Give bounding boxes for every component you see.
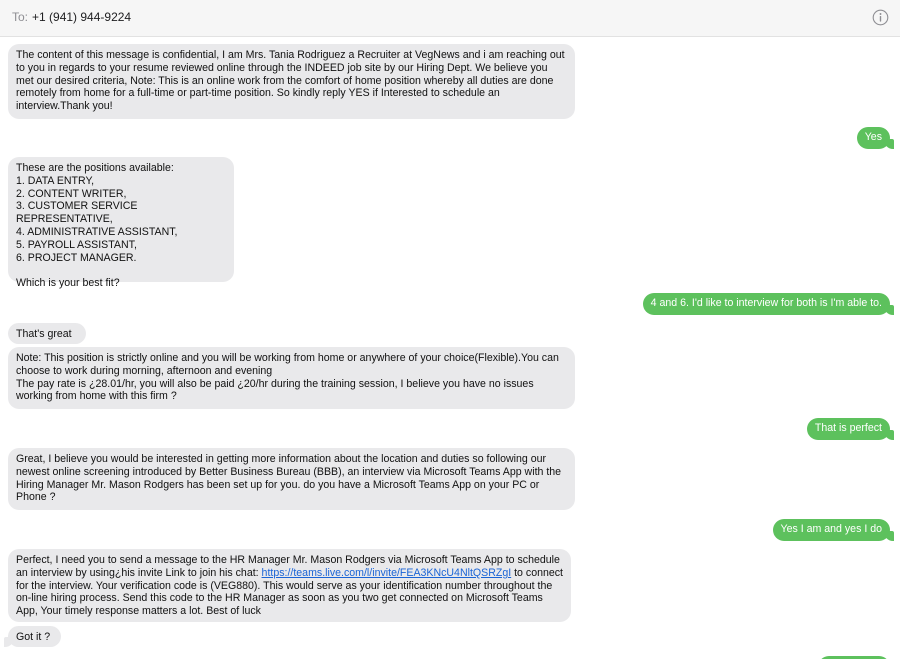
- incoming-message-pay-details[interactable]: Note: This position is strictly online and you will be working from home or anywhere of your choice(Flexible).You can choose to work during morning, afternoon and evening The pay rate is ¿28.01/hr, you will also be paid ¿20/hr during the training session, I believe you have no issues working from home with this firm ?: [8, 347, 575, 409]
- outgoing-message-yes-i-do[interactable]: Yes I am and yes I do: [773, 519, 891, 541]
- outgoing-message-that-is-perfect[interactable]: That is perfect: [807, 418, 890, 440]
- info-circle-icon[interactable]: [872, 9, 889, 26]
- incoming-message-teams-link[interactable]: [8, 549, 571, 622]
- recipient-field[interactable]: [12, 10, 131, 24]
- recipient-number[interactable]: +1 (941) 944-9224: [32, 10, 132, 24]
- incoming-message-got-it[interactable]: Got it ?: [8, 626, 61, 647]
- incoming-message-recruiter-intro[interactable]: The content of this message is confidential, I am Mrs. Tania Rodriguez a Recruiter at VegNews and i am reaching out to you in regards to your resume reviewed online through the INDEED job site by our Hiring Dept. We believe you met our desired criteria, Note: This is an online work from the comfort of home position whereby all duties are done remotely from home for a full-time or part-time position. So kindly reply YES if Interested to schedule an interview.Thank you!: [8, 44, 575, 119]
- message-text-before-link: Perfect, I need you to send a message to the HR Manager Mr. Mason Rodgers via Microsoft Teams App to schedule an interview by using¿his invite Link to join his chat:: [16, 554, 560, 579]
- outgoing-message-yes[interactable]: Yes: [857, 127, 890, 149]
- conversation-header: [0, 0, 900, 37]
- to-label: To:: [12, 10, 29, 24]
- incoming-message-positions-list[interactable]: These are the positions available: 1. DATA ENTRY, 2. CONTENT WRITER, 3. CUSTOMER SERVICE REPRESENTATIVE, 4. ADMINISTRATIVE ASSISTANT, 5. PAYROLL ASSISTANT, 6. PROJECT MANAGER. Which is your best fit?: [8, 157, 234, 282]
- incoming-message-thats-great[interactable]: That's great: [8, 323, 86, 344]
- outgoing-message-position-choice[interactable]: 4 and 6. I'd like to interview for both is I'm able to.: [643, 293, 890, 315]
- message-thread[interactable]: [0, 38, 900, 659]
- teams-invite-link[interactable]: https://teams.live.com/l/invite/FEA3KNcU4NltQSRZgI: [261, 566, 512, 579]
- incoming-message-teams-interview[interactable]: Great, I believe you would be interested in getting more information about the location and duties so following our newest online screening introduced by Better Business Bureau (BBB), an interview via Microsoft Teams App with the Hiring Manager Mr. Mason Rodgers has been set up for you. do you have a Microsoft Teams App on your PC or Phone ?: [8, 448, 575, 510]
- message-text-after-link: to connect for the interview. Your verification code is (VEG880). This would serve as your identification number throughout the on-line hiring process. Send this code to the HR Manager as soon as you two get connected on Microsoft Teams App, Your timely response matters a lot. Best of luck: [16, 566, 563, 618]
